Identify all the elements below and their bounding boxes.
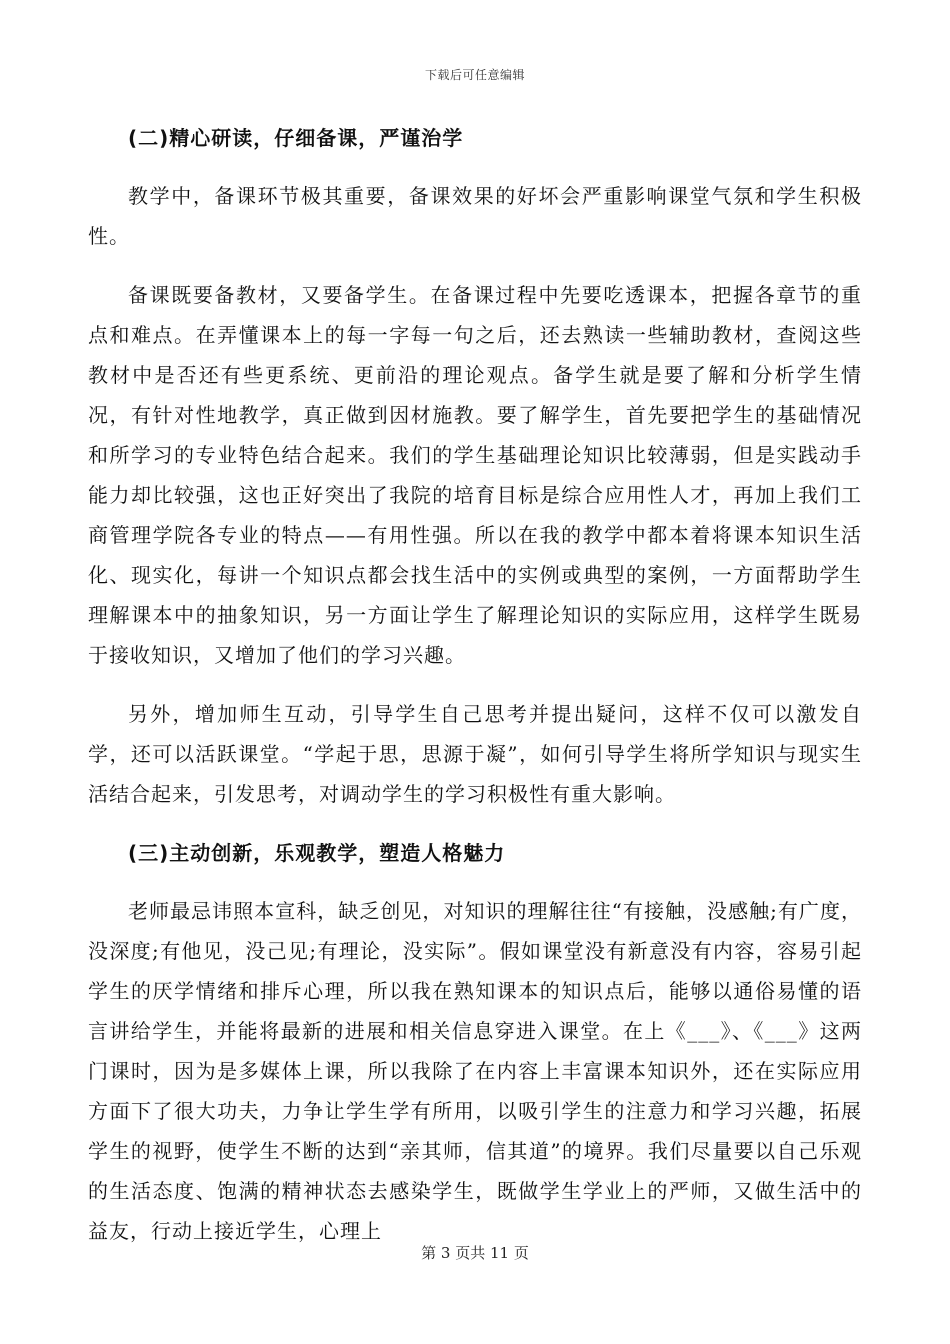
document-body xyxy=(88,118,862,1270)
paragraph-1: 教学中，备课环节极其重要，备课效果的好坏会严重影响课堂气氛和学生积极性。 xyxy=(88,184,862,248)
paragraph-2: 备课既要备教材，又要备学生。在备课过程中先要吃透课本，把握各章节的重点和难点。在弄懂课本上的每一字每一句之后，还去熟读一些辅助教材，查阅这些教材中是否还有些更系统、更前沿的理论观点。备学生就是要了解和分析学生情况，有针对性地教学，真正做到因材施教。要了解学生，首先要把学生的基础情况和所学习的专业特色结合起来。我们的学生基础理论知识比较薄弱，但是实践动手能力却比较强，这也正好突出了我院的培育目标是综合应用性人才，再加上我们工商管理学院各专业的特点——有用性强。所以在我的教学中都本着将课本知识生活化、现实化，每讲一个知识点都会找生活中的实例或典型的案例，一方面帮助学生理解课本中的抽象知识，另一方面让学生了解理论知识的实际应用，这样学生既易于接收知识，又增加了他们的学习兴趣。 xyxy=(88,283,862,667)
page-number-footer: 第 3 页共 11 页 xyxy=(421,1244,529,1262)
paragraph-3: 另外，增加师生互动，引导学生自己思考并提出疑问，这样不仅可以激发自学，还可以活跃课堂。“学起于思，思源于凝”，如何引导学生将所学知识与现实生活结合起来，引发思考，对调动学生的学习积极性有重大影响。 xyxy=(88,702,862,806)
section-heading-2: (二)精心研读，仔细备课，严谨治学 xyxy=(128,126,464,150)
section-heading-3: (三)主动创新，乐观教学，塑造人格魅力 xyxy=(128,841,506,865)
header-note: 下载后可任意编辑 xyxy=(424,68,525,82)
paragraph-4: 老师最忌讳照本宣科，缺乏创见，对知识的理解往往“有接触，没感触;有广度，没深度;有他见，没己见;有理论，没实际”。假如课堂没有新意没有内容，容易引起学生的厌学情绪和排斥心理，所以我在熟知课本的知识点后，能够以通俗易懂的语言讲给学生，并能将最新的进展和相关信息穿进入课堂。在上《___》、《___》这两门课时，因为是多媒体上课，所以我除了在内容上丰富课本知识外，还在实际应用方面下了很大功夫，力争让学生学有所用，以吸引学生的注意力和学习兴趣，拓展学生的视野，使学生不断的达到“亲其师，信其道”的境界。我们尽量要以自己乐观的生活态度、饱满的精神状态去感染学生，既做学生学业上的严师，又做生活中的益友，行动上接近学生，心理上 xyxy=(88,899,862,1243)
